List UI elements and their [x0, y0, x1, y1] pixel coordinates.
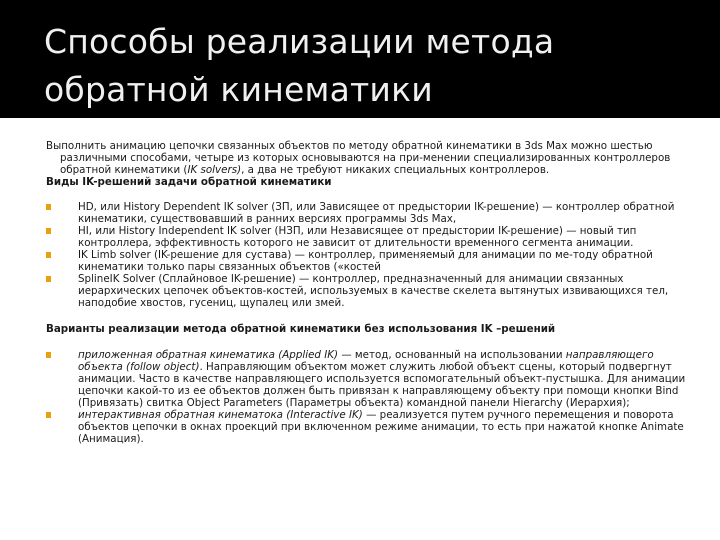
variants-list — [46, 349, 686, 445]
list-item-text: HD, или History Dependent IK solver (ЗП, или Зависящее от предыстории IK-решение) — контроллер обратной кинематики, существовавший в ранних версиях программы 3ds Max, — [78, 201, 675, 225]
list-item — [46, 249, 686, 273]
intro-ik-term: IK solvers) — [187, 164, 242, 176]
bullet-icon — [46, 204, 51, 210]
list-item — [46, 225, 686, 249]
heading-ik-solvers: Виды IK-решений задачи обратной кинематики — [46, 176, 332, 188]
heading-without-ik: Варианты реализации метода обратной кинематики без использования IK –решений — [46, 323, 556, 335]
interactive-ik-term: интерактивная обратная кинематока (Interactive IK) — [78, 409, 363, 421]
bullet-icon — [46, 412, 51, 418]
applied-ik-text: . Направляющим объектом может служить любой объект сцены, который подвергнут анимации. Часто в качестве направляющего используется вспомогательный объект-пустышка. Для анимации цепочки какой-то из ее объектов должен быть привязан к направляющему объекту при помощи кнопки Bind (Привязать) свитка Object Parameters (Параметры объекта) командной панели Hierarchy (Иерархия); — [78, 361, 686, 409]
slide-body — [46, 140, 686, 445]
intro-paragraph — [46, 140, 686, 176]
title-line-1: Способы реализации метода — [44, 22, 555, 61]
list-item-text: HI, или History Independent IK solver (НЗП, или Независящее от предыстории IK-решение) — новый тип контроллера, эффективность которого не зависит от длительности временного сегмента анимации. — [78, 225, 637, 249]
follow-object-term: направляющего объекта (follow object) — [78, 349, 654, 373]
list-item — [46, 409, 686, 445]
interactive-ik-text: — реализуется путем ручного перемещения и поворота объектов цепочки в окнах проекций при включенном режиме анимации, то есть при нажатой кнопке Animate (Анимация). — [78, 409, 684, 445]
bullet-icon — [46, 228, 51, 234]
title-line-2: обратной кинематики — [44, 70, 433, 109]
applied-ik-mid: — метод, основанный на использовании — [338, 349, 566, 361]
ik-solver-list — [46, 201, 686, 309]
bullet-icon — [46, 276, 51, 282]
list-item — [46, 349, 686, 409]
applied-ik-term: приложенная обратная кинематика (Applied IK) — [78, 349, 339, 361]
slide-title — [44, 18, 684, 114]
list-item-text: SplineIK Solver (Сплайновое IK-решение) — контроллер, предназначенный для анимации связанных иерархических цепочек объектов-костей, используемых в качестве скелета вытянутых извивающихся тел, наподобие хвостов, гусениц, щупалец или змей. — [78, 273, 669, 309]
list-item — [46, 273, 686, 309]
bullet-icon — [46, 352, 51, 358]
list-item-text: IK Limb solver (IK-решение для сустава) — контроллер, применяемый для анимации по ме-тоду обратной кинематики только пары связанных объектов («костей — [78, 249, 653, 273]
list-item — [46, 201, 686, 225]
intro-text-b: , а два не требуют никаких специальных контроллеров. — [241, 164, 550, 176]
bullet-icon — [46, 252, 51, 258]
intro-text-a: Выполнить анимацию цепочки связанных объектов по методу обратной кинематики в 3ds Max можно шестью различными способами, четыре из которых основываются на при-менении специализированных контроллеров обратной кинематики ( — [46, 140, 671, 176]
